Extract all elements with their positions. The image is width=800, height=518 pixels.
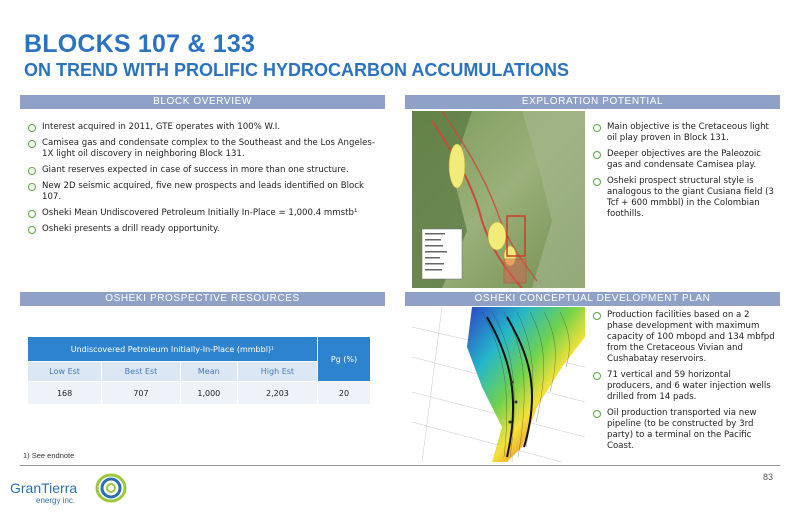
table-cell: 1,000: [180, 382, 237, 405]
list-item: Osheki presents a drill ready opportunity.: [27, 224, 382, 235]
list-item: 71 vertical and 59 horizontal producers, and 6 water injection wells drilled from 14 pads.: [592, 370, 777, 403]
list-item: Production facilities based on a 2 phase development with maximum capacity of 100 mbopd and 134 mbfpd from the Cretaceous Vivian and Cushabatay reservoirs.: [592, 310, 777, 365]
development-plan-list: [592, 310, 777, 457]
company-logo: [10, 470, 130, 510]
column-header: Mean: [180, 362, 237, 382]
pg-header: Pg (%): [318, 337, 371, 382]
page-title: BLOCKS 107 & 133: [24, 30, 256, 58]
table-cell: 707: [102, 382, 181, 405]
list-item: Osheki Mean Undiscovered Petroleum Initially In-Place = 1,000.4 mmstb¹: [27, 208, 382, 219]
exploration-potential-list: [592, 122, 777, 225]
block-overview-list: [27, 122, 382, 240]
column-header: High Est: [237, 362, 317, 382]
block-overview-header: BLOCK OVERVIEW: [20, 95, 385, 109]
table-cell: 20: [318, 382, 371, 405]
table-title: Undiscovered Petroleum Initially-In-Place (mmbbl)¹: [28, 337, 318, 362]
footer-divider: [20, 465, 780, 466]
list-item: Osheki prospect structural style is analogous to the giant Cusiana field (3 Tcf + 600 mmbbl) in the Colombian foothills.: [592, 176, 777, 220]
logo-rings-icon: [92, 470, 130, 506]
table-cell: 168: [28, 382, 102, 405]
development-plan-header: OSHEKI CONCEPTUAL DEVELOPMENT PLAN: [405, 292, 780, 306]
column-header: Best Est: [102, 362, 181, 382]
logo-subtitle: energy inc.: [36, 496, 76, 505]
table-row: [28, 382, 371, 405]
table-cell: 2,203: [237, 382, 317, 405]
exploration-map-image: [412, 111, 585, 288]
endnote: 1) See endnote: [23, 451, 75, 460]
list-item: Oil production transported via new pipeline (to be constructed by 3rd party) to a terminal on the Pacific Coast.: [592, 408, 777, 452]
logo-name: GranTierra: [10, 480, 78, 496]
page-number: 83: [763, 472, 774, 482]
prospective-resources-header: OSHEKI PROSPECTIVE RESOURCES: [20, 292, 385, 306]
development-plan-map-image: [412, 307, 585, 462]
list-item: Main objective is the Cretaceous light oil play proven in Block 131.: [592, 122, 777, 144]
list-item: Giant reserves expected in case of success in more than one structure.: [27, 165, 382, 176]
column-header: Low Est: [28, 362, 102, 382]
exploration-potential-header: EXPLORATION POTENTIAL: [405, 95, 780, 109]
list-item: New 2D seismic acquired, five new prospects and leads identified on Block 107.: [27, 181, 382, 203]
page-subtitle: ON TREND WITH PROLIFIC HYDROCARBON ACCUMULATIONS: [24, 60, 569, 80]
list-item: Deeper objectives are the Paleozoic gas and condensate Camisea play.: [592, 149, 777, 171]
list-item: Interest acquired in 2011, GTE operates with 100% W.I.: [27, 122, 382, 133]
list-item: Camisea gas and condensate complex to the Southeast and the Los Angeles-1X light oil discovery in neighboring Block 131.: [27, 138, 382, 160]
resources-table: [27, 336, 371, 405]
